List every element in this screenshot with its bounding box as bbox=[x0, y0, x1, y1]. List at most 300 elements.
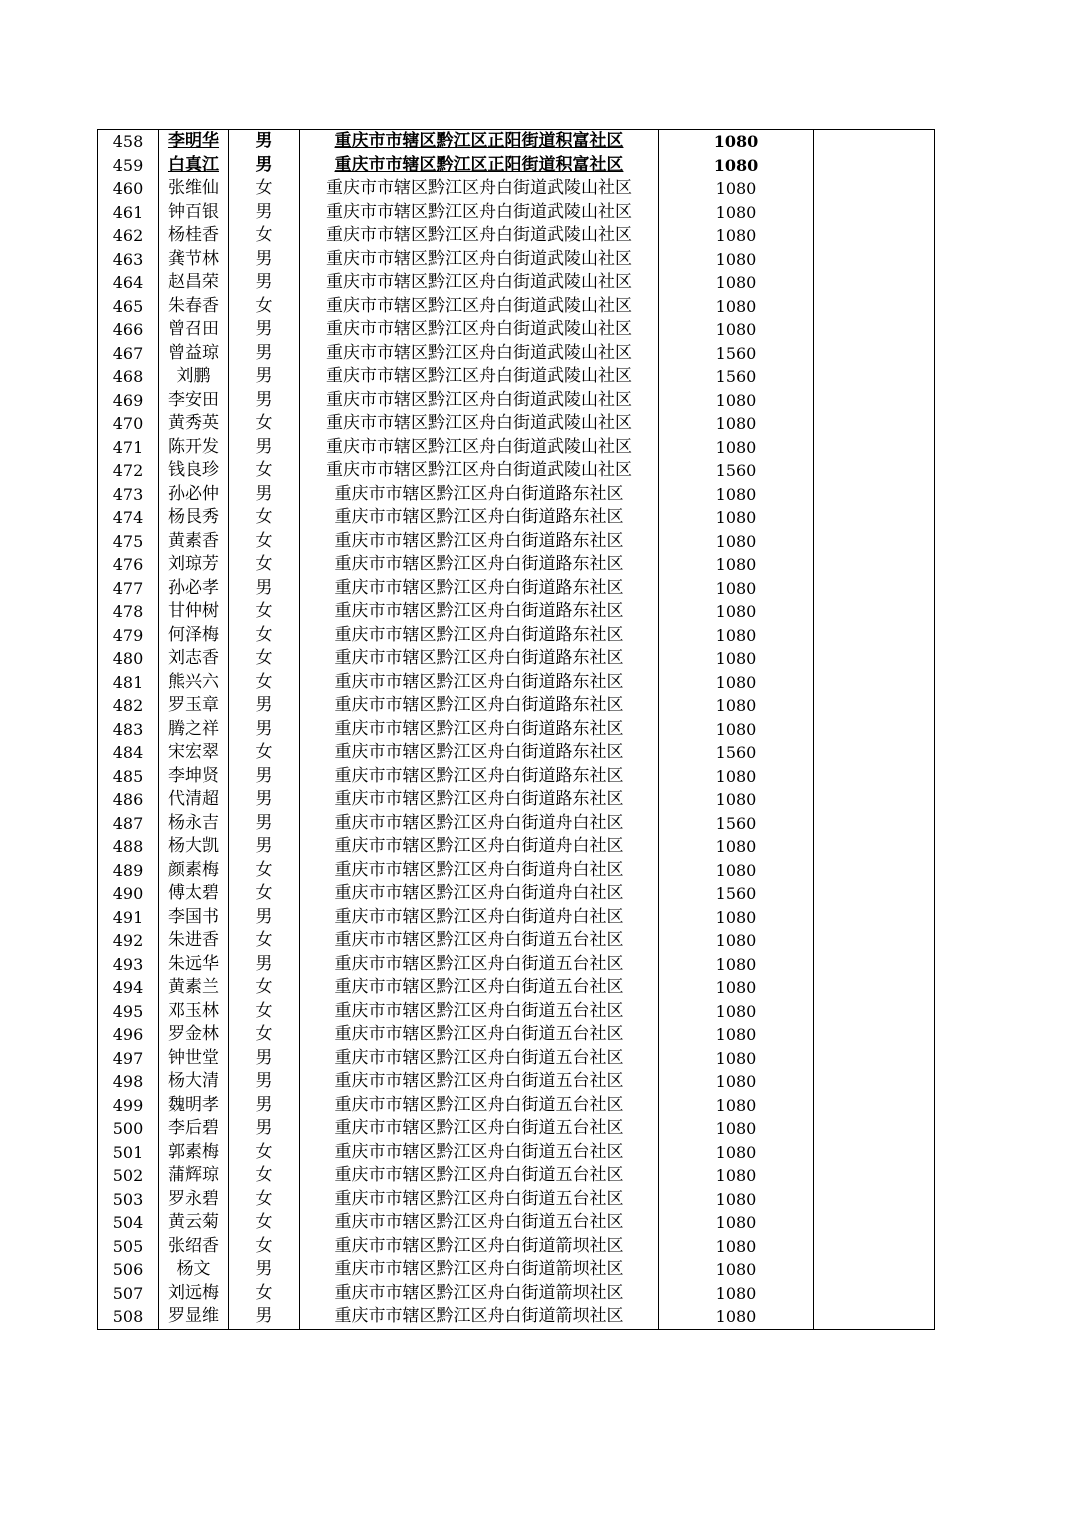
remark-cell bbox=[814, 600, 935, 624]
address-cell: 重庆市市辖区黔江区舟白街道五台社区 bbox=[300, 1070, 659, 1094]
person-name-cell: 李坤贤 bbox=[159, 765, 229, 789]
row-number-cell: 496 bbox=[98, 1023, 159, 1047]
amount-cell: 1560 bbox=[659, 459, 814, 483]
address-cell: 重庆市市辖区黔江区舟白街道武陵山社区 bbox=[300, 389, 659, 413]
person-name-cell: 赵昌荣 bbox=[159, 271, 229, 295]
remark-cell bbox=[814, 365, 935, 389]
amount-cell: 1560 bbox=[659, 882, 814, 906]
remark-cell bbox=[814, 624, 935, 648]
remark-cell bbox=[814, 553, 935, 577]
person-name-cell: 杨桂香 bbox=[159, 224, 229, 248]
row-number-cell: 494 bbox=[98, 976, 159, 1000]
remark-cell bbox=[814, 436, 935, 460]
person-name-cell: 罗显维 bbox=[159, 1305, 229, 1329]
amount-cell: 1080 bbox=[659, 906, 814, 930]
person-name-cell: 杨艮秀 bbox=[159, 506, 229, 530]
person-name-cell: 张绍香 bbox=[159, 1235, 229, 1259]
amount-cell: 1080 bbox=[659, 271, 814, 295]
remark-cell bbox=[814, 130, 935, 154]
gender-cell: 男 bbox=[229, 436, 300, 460]
gender-cell: 男 bbox=[229, 1094, 300, 1118]
gender-cell: 女 bbox=[229, 1235, 300, 1259]
person-name-cell: 李后碧 bbox=[159, 1117, 229, 1141]
table-row bbox=[98, 929, 935, 953]
remark-cell bbox=[814, 1258, 935, 1282]
address-cell: 重庆市市辖区黔江区舟白街道箭坝社区 bbox=[300, 1258, 659, 1282]
gender-cell: 女 bbox=[229, 859, 300, 883]
amount-cell: 1080 bbox=[659, 295, 814, 319]
row-number-cell: 488 bbox=[98, 835, 159, 859]
gender-cell: 女 bbox=[229, 1141, 300, 1165]
address-cell: 重庆市市辖区黔江区舟白街道路东社区 bbox=[300, 671, 659, 695]
person-name-cell: 李明华 bbox=[159, 130, 229, 154]
amount-cell: 1560 bbox=[659, 365, 814, 389]
address-cell: 重庆市市辖区黔江区舟白街道武陵山社区 bbox=[300, 365, 659, 389]
address-cell: 重庆市市辖区黔江区舟白街道路东社区 bbox=[300, 741, 659, 765]
table-row bbox=[98, 647, 935, 671]
table-row bbox=[98, 224, 935, 248]
person-name-cell: 黄素兰 bbox=[159, 976, 229, 1000]
address-cell: 重庆市市辖区黔江区舟白街道路东社区 bbox=[300, 788, 659, 812]
amount-cell: 1560 bbox=[659, 342, 814, 366]
gender-cell: 男 bbox=[229, 342, 300, 366]
person-name-cell: 罗玉章 bbox=[159, 694, 229, 718]
table-row bbox=[98, 859, 935, 883]
amount-cell: 1080 bbox=[659, 130, 814, 154]
amount-cell: 1080 bbox=[659, 859, 814, 883]
remark-cell bbox=[814, 577, 935, 601]
table-row bbox=[98, 506, 935, 530]
table-row bbox=[98, 1117, 935, 1141]
amount-cell: 1080 bbox=[659, 483, 814, 507]
row-number-cell: 460 bbox=[98, 177, 159, 201]
person-name-cell: 颜素梅 bbox=[159, 859, 229, 883]
row-number-cell: 482 bbox=[98, 694, 159, 718]
remark-cell bbox=[814, 459, 935, 483]
person-name-cell: 黄秀英 bbox=[159, 412, 229, 436]
table-row bbox=[98, 812, 935, 836]
row-number-cell: 470 bbox=[98, 412, 159, 436]
address-cell: 重庆市市辖区黔江区舟白街道武陵山社区 bbox=[300, 412, 659, 436]
gender-cell: 男 bbox=[229, 201, 300, 225]
remark-cell bbox=[814, 506, 935, 530]
row-number-cell: 463 bbox=[98, 248, 159, 272]
row-number-cell: 507 bbox=[98, 1282, 159, 1306]
table-row bbox=[98, 1164, 935, 1188]
address-cell: 重庆市市辖区黔江区舟白街道五台社区 bbox=[300, 1000, 659, 1024]
person-name-cell: 钱良珍 bbox=[159, 459, 229, 483]
remark-cell bbox=[814, 765, 935, 789]
gender-cell: 男 bbox=[229, 248, 300, 272]
table-row bbox=[98, 412, 935, 436]
table-row bbox=[98, 906, 935, 930]
amount-cell: 1080 bbox=[659, 389, 814, 413]
remark-cell bbox=[814, 1188, 935, 1212]
gender-cell: 男 bbox=[229, 1258, 300, 1282]
remark-cell bbox=[814, 1211, 935, 1235]
row-number-cell: 481 bbox=[98, 671, 159, 695]
remark-cell bbox=[814, 1094, 935, 1118]
gender-cell: 女 bbox=[229, 295, 300, 319]
person-name-cell: 孙必孝 bbox=[159, 577, 229, 601]
table-row bbox=[98, 318, 935, 342]
amount-cell: 1080 bbox=[659, 1282, 814, 1306]
amount-cell: 1080 bbox=[659, 1164, 814, 1188]
address-cell: 重庆市市辖区黔江区舟白街道路东社区 bbox=[300, 600, 659, 624]
remark-cell bbox=[814, 718, 935, 742]
gender-cell: 男 bbox=[229, 1047, 300, 1071]
row-number-cell: 504 bbox=[98, 1211, 159, 1235]
address-cell: 重庆市市辖区黔江区舟白街道五台社区 bbox=[300, 953, 659, 977]
row-number-cell: 503 bbox=[98, 1188, 159, 1212]
row-number-cell: 501 bbox=[98, 1141, 159, 1165]
gender-cell: 男 bbox=[229, 271, 300, 295]
table-row bbox=[98, 1094, 935, 1118]
person-name-cell: 朱远华 bbox=[159, 953, 229, 977]
person-name-cell: 腾之祥 bbox=[159, 718, 229, 742]
gender-cell: 女 bbox=[229, 929, 300, 953]
row-number-cell: 502 bbox=[98, 1164, 159, 1188]
gender-cell: 女 bbox=[229, 412, 300, 436]
table-row bbox=[98, 130, 935, 154]
gender-cell: 女 bbox=[229, 530, 300, 554]
address-cell: 重庆市市辖区黔江区正阳街道积富社区 bbox=[300, 130, 659, 154]
amount-cell: 1080 bbox=[659, 177, 814, 201]
row-number-cell: 490 bbox=[98, 882, 159, 906]
gender-cell: 男 bbox=[229, 365, 300, 389]
table-row bbox=[98, 1235, 935, 1259]
table-row bbox=[98, 718, 935, 742]
table-row bbox=[98, 154, 935, 178]
amount-cell: 1080 bbox=[659, 318, 814, 342]
gender-cell: 男 bbox=[229, 1305, 300, 1329]
table-row bbox=[98, 530, 935, 554]
amount-cell: 1080 bbox=[659, 506, 814, 530]
table-row bbox=[98, 459, 935, 483]
remark-cell bbox=[814, 1023, 935, 1047]
row-number-cell: 459 bbox=[98, 154, 159, 178]
amount-cell: 1560 bbox=[659, 741, 814, 765]
gender-cell: 女 bbox=[229, 459, 300, 483]
table-row bbox=[98, 882, 935, 906]
row-number-cell: 475 bbox=[98, 530, 159, 554]
amount-cell: 1080 bbox=[659, 1000, 814, 1024]
table-row bbox=[98, 1282, 935, 1306]
table-row bbox=[98, 553, 935, 577]
remark-cell bbox=[814, 882, 935, 906]
address-cell: 重庆市市辖区黔江区舟白街道武陵山社区 bbox=[300, 201, 659, 225]
gender-cell: 男 bbox=[229, 1070, 300, 1094]
gender-cell: 女 bbox=[229, 647, 300, 671]
gender-cell: 男 bbox=[229, 154, 300, 178]
row-number-cell: 500 bbox=[98, 1117, 159, 1141]
table-row bbox=[98, 248, 935, 272]
table-row bbox=[98, 741, 935, 765]
row-number-cell: 493 bbox=[98, 953, 159, 977]
table-row bbox=[98, 389, 935, 413]
table-row bbox=[98, 1023, 935, 1047]
address-cell: 重庆市市辖区黔江区舟白街道武陵山社区 bbox=[300, 459, 659, 483]
address-cell: 重庆市市辖区黔江区舟白街道五台社区 bbox=[300, 976, 659, 1000]
address-cell: 重庆市市辖区黔江区舟白街道路东社区 bbox=[300, 624, 659, 648]
remark-cell bbox=[814, 295, 935, 319]
address-cell: 重庆市市辖区黔江区舟白街道路东社区 bbox=[300, 647, 659, 671]
amount-cell: 1080 bbox=[659, 788, 814, 812]
amount-cell: 1080 bbox=[659, 412, 814, 436]
gender-cell: 男 bbox=[229, 765, 300, 789]
address-cell: 重庆市市辖区黔江区舟白街道路东社区 bbox=[300, 553, 659, 577]
remark-cell bbox=[814, 1141, 935, 1165]
amount-cell: 1080 bbox=[659, 201, 814, 225]
gender-cell: 女 bbox=[229, 1211, 300, 1235]
address-cell: 重庆市市辖区黔江区舟白街道舟白社区 bbox=[300, 882, 659, 906]
remark-cell bbox=[814, 1305, 935, 1329]
amount-cell: 1080 bbox=[659, 694, 814, 718]
gender-cell: 女 bbox=[229, 1282, 300, 1306]
address-cell: 重庆市市辖区黔江区舟白街道五台社区 bbox=[300, 1047, 659, 1071]
address-cell: 重庆市市辖区黔江区舟白街道路东社区 bbox=[300, 718, 659, 742]
row-number-cell: 458 bbox=[98, 130, 159, 154]
gender-cell: 男 bbox=[229, 577, 300, 601]
address-cell: 重庆市市辖区黔江区舟白街道武陵山社区 bbox=[300, 436, 659, 460]
amount-cell: 1080 bbox=[659, 530, 814, 554]
gender-cell: 男 bbox=[229, 483, 300, 507]
row-number-cell: 466 bbox=[98, 318, 159, 342]
table-row bbox=[98, 365, 935, 389]
row-number-cell: 495 bbox=[98, 1000, 159, 1024]
row-number-cell: 473 bbox=[98, 483, 159, 507]
row-number-cell: 472 bbox=[98, 459, 159, 483]
remark-cell bbox=[814, 318, 935, 342]
remark-cell bbox=[814, 976, 935, 1000]
remark-cell bbox=[814, 835, 935, 859]
table-row bbox=[98, 1188, 935, 1212]
table-row bbox=[98, 953, 935, 977]
address-cell: 重庆市市辖区黔江区舟白街道武陵山社区 bbox=[300, 224, 659, 248]
remark-cell bbox=[814, 224, 935, 248]
remark-cell bbox=[814, 1282, 935, 1306]
person-name-cell: 刘琼芳 bbox=[159, 553, 229, 577]
address-cell: 重庆市市辖区黔江区舟白街道五台社区 bbox=[300, 1164, 659, 1188]
amount-cell: 1080 bbox=[659, 624, 814, 648]
address-cell: 重庆市市辖区黔江区舟白街道五台社区 bbox=[300, 1094, 659, 1118]
row-number-cell: 477 bbox=[98, 577, 159, 601]
address-cell: 重庆市市辖区黔江区舟白街道路东社区 bbox=[300, 577, 659, 601]
amount-cell: 1080 bbox=[659, 929, 814, 953]
person-name-cell: 曾益琼 bbox=[159, 342, 229, 366]
row-number-cell: 485 bbox=[98, 765, 159, 789]
address-cell: 重庆市市辖区黔江区舟白街道路东社区 bbox=[300, 694, 659, 718]
gender-cell: 女 bbox=[229, 741, 300, 765]
table-row bbox=[98, 835, 935, 859]
gender-cell: 男 bbox=[229, 389, 300, 413]
gender-cell: 女 bbox=[229, 553, 300, 577]
amount-cell: 1080 bbox=[659, 1188, 814, 1212]
remark-cell bbox=[814, 389, 935, 413]
person-name-cell: 杨大凯 bbox=[159, 835, 229, 859]
remark-cell bbox=[814, 483, 935, 507]
address-cell: 重庆市市辖区黔江区舟白街道五台社区 bbox=[300, 1023, 659, 1047]
table-row bbox=[98, 271, 935, 295]
person-name-cell: 钟百银 bbox=[159, 201, 229, 225]
row-number-cell: 468 bbox=[98, 365, 159, 389]
table-row bbox=[98, 1258, 935, 1282]
remark-cell bbox=[814, 788, 935, 812]
person-name-cell: 邓玉林 bbox=[159, 1000, 229, 1024]
gender-cell: 男 bbox=[229, 953, 300, 977]
table-row bbox=[98, 1305, 935, 1329]
table-row bbox=[98, 1000, 935, 1024]
person-name-cell: 郭素梅 bbox=[159, 1141, 229, 1165]
person-name-cell: 杨永吉 bbox=[159, 812, 229, 836]
row-number-cell: 486 bbox=[98, 788, 159, 812]
gender-cell: 女 bbox=[229, 1188, 300, 1212]
table-row bbox=[98, 1070, 935, 1094]
remark-cell bbox=[814, 1000, 935, 1024]
person-name-cell: 陈开发 bbox=[159, 436, 229, 460]
gender-cell: 男 bbox=[229, 835, 300, 859]
person-name-cell: 罗金林 bbox=[159, 1023, 229, 1047]
remark-cell bbox=[814, 741, 935, 765]
amount-cell: 1080 bbox=[659, 1235, 814, 1259]
person-name-cell: 李国书 bbox=[159, 906, 229, 930]
person-name-cell: 蒲辉琼 bbox=[159, 1164, 229, 1188]
gender-cell: 男 bbox=[229, 1117, 300, 1141]
amount-cell: 1080 bbox=[659, 553, 814, 577]
table-row bbox=[98, 600, 935, 624]
amount-cell: 1080 bbox=[659, 1047, 814, 1071]
amount-cell: 1080 bbox=[659, 1258, 814, 1282]
gender-cell: 男 bbox=[229, 718, 300, 742]
table-row bbox=[98, 671, 935, 695]
table-row bbox=[98, 788, 935, 812]
person-name-cell: 曾召田 bbox=[159, 318, 229, 342]
remark-cell bbox=[814, 1235, 935, 1259]
person-name-cell: 魏明孝 bbox=[159, 1094, 229, 1118]
remark-cell bbox=[814, 929, 935, 953]
amount-cell: 1080 bbox=[659, 436, 814, 460]
person-name-cell: 熊兴六 bbox=[159, 671, 229, 695]
person-name-cell: 刘志香 bbox=[159, 647, 229, 671]
person-name-cell: 龚节林 bbox=[159, 248, 229, 272]
row-number-cell: 492 bbox=[98, 929, 159, 953]
person-name-cell: 黄云菊 bbox=[159, 1211, 229, 1235]
address-cell: 重庆市市辖区黔江区舟白街道五台社区 bbox=[300, 1188, 659, 1212]
amount-cell: 1080 bbox=[659, 1305, 814, 1329]
address-cell: 重庆市市辖区黔江区正阳街道积富社区 bbox=[300, 154, 659, 178]
table-body bbox=[98, 130, 935, 1330]
person-name-cell: 甘仲树 bbox=[159, 600, 229, 624]
gender-cell: 男 bbox=[229, 788, 300, 812]
gender-cell: 女 bbox=[229, 1164, 300, 1188]
amount-cell: 1080 bbox=[659, 835, 814, 859]
table-row bbox=[98, 201, 935, 225]
row-number-cell: 483 bbox=[98, 718, 159, 742]
table-row bbox=[98, 295, 935, 319]
remark-cell bbox=[814, 342, 935, 366]
remark-cell bbox=[814, 271, 935, 295]
row-number-cell: 480 bbox=[98, 647, 159, 671]
amount-cell: 1080 bbox=[659, 154, 814, 178]
row-number-cell: 465 bbox=[98, 295, 159, 319]
person-name-cell: 白真江 bbox=[159, 154, 229, 178]
person-name-cell: 罗永碧 bbox=[159, 1188, 229, 1212]
amount-cell: 1080 bbox=[659, 577, 814, 601]
person-name-cell: 朱进香 bbox=[159, 929, 229, 953]
amount-cell: 1560 bbox=[659, 812, 814, 836]
row-number-cell: 497 bbox=[98, 1047, 159, 1071]
gender-cell: 女 bbox=[229, 882, 300, 906]
gender-cell: 男 bbox=[229, 906, 300, 930]
gender-cell: 女 bbox=[229, 177, 300, 201]
remark-cell bbox=[814, 201, 935, 225]
gender-cell: 男 bbox=[229, 812, 300, 836]
address-cell: 重庆市市辖区黔江区舟白街道武陵山社区 bbox=[300, 177, 659, 201]
subsidy-roster-table bbox=[97, 129, 935, 1330]
gender-cell: 男 bbox=[229, 130, 300, 154]
remark-cell bbox=[814, 812, 935, 836]
row-number-cell: 491 bbox=[98, 906, 159, 930]
person-name-cell: 李安田 bbox=[159, 389, 229, 413]
table-row bbox=[98, 1141, 935, 1165]
row-number-cell: 484 bbox=[98, 741, 159, 765]
address-cell: 重庆市市辖区黔江区舟白街道五台社区 bbox=[300, 1117, 659, 1141]
amount-cell: 1080 bbox=[659, 671, 814, 695]
person-name-cell: 傅太碧 bbox=[159, 882, 229, 906]
address-cell: 重庆市市辖区黔江区舟白街道五台社区 bbox=[300, 1211, 659, 1235]
address-cell: 重庆市市辖区黔江区舟白街道五台社区 bbox=[300, 1141, 659, 1165]
person-name-cell: 张维仙 bbox=[159, 177, 229, 201]
person-name-cell: 朱春香 bbox=[159, 295, 229, 319]
table-row bbox=[98, 1211, 935, 1235]
row-number-cell: 506 bbox=[98, 1258, 159, 1282]
amount-cell: 1080 bbox=[659, 1211, 814, 1235]
row-number-cell: 467 bbox=[98, 342, 159, 366]
table-row bbox=[98, 976, 935, 1000]
table-row bbox=[98, 577, 935, 601]
amount-cell: 1080 bbox=[659, 1094, 814, 1118]
person-name-cell: 何泽梅 bbox=[159, 624, 229, 648]
row-number-cell: 478 bbox=[98, 600, 159, 624]
remark-cell bbox=[814, 412, 935, 436]
remark-cell bbox=[814, 906, 935, 930]
table-row bbox=[98, 436, 935, 460]
person-name-cell: 杨文 bbox=[159, 1258, 229, 1282]
remark-cell bbox=[814, 1117, 935, 1141]
person-name-cell: 宋宏翠 bbox=[159, 741, 229, 765]
person-name-cell: 代清超 bbox=[159, 788, 229, 812]
amount-cell: 1080 bbox=[659, 224, 814, 248]
row-number-cell: 474 bbox=[98, 506, 159, 530]
amount-cell: 1080 bbox=[659, 718, 814, 742]
amount-cell: 1080 bbox=[659, 1141, 814, 1165]
remark-cell bbox=[814, 248, 935, 272]
amount-cell: 1080 bbox=[659, 600, 814, 624]
address-cell: 重庆市市辖区黔江区舟白街道箭坝社区 bbox=[300, 1282, 659, 1306]
gender-cell: 女 bbox=[229, 1023, 300, 1047]
remark-cell bbox=[814, 859, 935, 883]
amount-cell: 1080 bbox=[659, 976, 814, 1000]
table-row bbox=[98, 483, 935, 507]
row-number-cell: 461 bbox=[98, 201, 159, 225]
gender-cell: 男 bbox=[229, 694, 300, 718]
person-name-cell: 钟世堂 bbox=[159, 1047, 229, 1071]
remark-cell bbox=[814, 671, 935, 695]
address-cell: 重庆市市辖区黔江区舟白街道武陵山社区 bbox=[300, 271, 659, 295]
person-name-cell: 刘鹏 bbox=[159, 365, 229, 389]
person-name-cell: 刘远梅 bbox=[159, 1282, 229, 1306]
address-cell: 重庆市市辖区黔江区舟白街道箭坝社区 bbox=[300, 1235, 659, 1259]
